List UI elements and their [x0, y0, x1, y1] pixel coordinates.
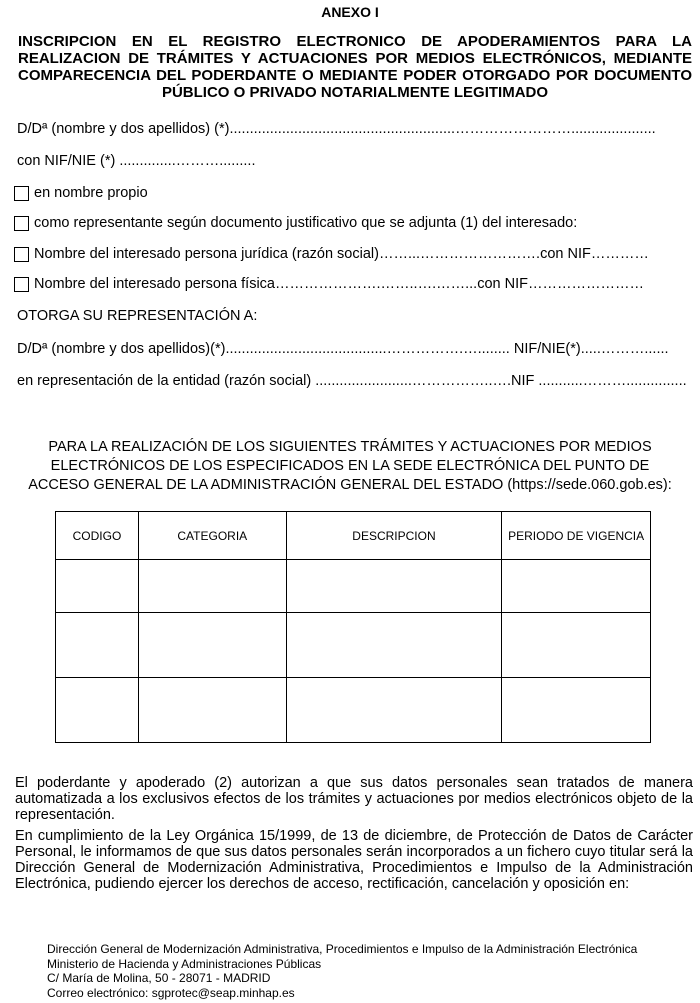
representative-checkbox[interactable]: [14, 216, 29, 231]
table-cell[interactable]: [56, 560, 139, 613]
table-cell[interactable]: [286, 560, 502, 613]
table-cell[interactable]: [502, 613, 651, 678]
agent-name-field[interactable]: D/Dª (nombre y dos apellidos)(*)........................................…………….…........ NIF/NIE(*).....………......: [17, 341, 669, 357]
document-title: INSCRIPCION EN EL REGISTRO ELECTRONICO DE APODERAMIENTOS PARA LA REALIZACION DE TRÁMITES Y ACTUACIONES POR MEDIOS ELECTRÓNICOS, MEDIANTE COMPARECENCIA DEL PODERDANTE O MEDIANTE PODER OTORGADO POR DOCUMENTO PÚBLICO O PRIVADO NOTARIALMENTE LEGITIMADO: [18, 33, 692, 101]
entity-field[interactable]: en representación de la entidad (razón social) ........................……………..….NIF ...........………...............: [17, 373, 687, 389]
table-cell[interactable]: [502, 560, 651, 613]
procedures-paragraph: PARA LA REALIZACIÓN DE LOS SIGUIENTES TRÁMITES Y ACTUACIONES POR MEDIOS ELECTRÓNICOS DE LOS ESPECIFICADOS EN LA SEDE ELECTRÓNICA DEL PUNTO DE ACCESO GENERAL DE LA ADMINISTRACIÓN GENERAL DEL ESTADO (https://sede.060.gob.es):: [28, 439, 672, 493]
table-header-row: [56, 512, 651, 560]
data-protection-paragraph: En cumplimiento de la Ley Orgánica 15/1999, de 13 de diciembre, de Protección de Datos de Carácter Personal, le informamos de que sus datos personales serán incorporados a un fichero cuyo titular será la Dirección General de Modernización Administrativa, Procedimientos e Impulso de la Administración Electrónica, pudiendo ejercer los derechos de acceso, rectificación, cancelación y oposición en:: [15, 828, 693, 892]
option-own-name-label: en nombre propio: [34, 185, 148, 201]
option-legal-person-label: Nombre del interesado persona jurídica (razón social)……...…………………….con NIF…………: [34, 246, 649, 262]
table-cell[interactable]: [56, 678, 139, 743]
column-header: CODIGO: [56, 512, 139, 560]
grantor-name-field[interactable]: D/Dª (nombre y dos apellidos) (*)........................................................…………………….....................: [17, 121, 656, 137]
grants-heading: OTORGA SU REPRESENTACIÓN A:: [17, 308, 258, 324]
grantor-nif-field[interactable]: con NIF/NIE (*) ..............……….........: [17, 153, 256, 169]
option-representative: [14, 215, 577, 231]
natural-person-checkbox[interactable]: [14, 277, 29, 292]
table-cell[interactable]: [138, 560, 286, 613]
column-header: DESCRIPCION: [286, 512, 502, 560]
column-header: CATEGORIA: [138, 512, 286, 560]
procedures-table: [55, 511, 651, 743]
table-cell[interactable]: [56, 613, 139, 678]
table-row: [56, 560, 651, 613]
table-cell[interactable]: [138, 678, 286, 743]
option-natural-person-label: Nombre del interesado persona física………………….……..….……...con NIF……………………: [34, 276, 644, 292]
footer-department: Dirección General de Modernización Administrativa, Procedimientos e Impulso de la Administración Electrónica: [47, 942, 638, 956]
footer-street: C/ María de Molina, 50 - 28071 - MADRID: [47, 971, 271, 985]
table-cell[interactable]: [502, 678, 651, 743]
table-cell[interactable]: [286, 613, 502, 678]
option-representative-label: como representante según documento justificativo que se adjunta (1) del interesado:: [34, 215, 578, 231]
table-cell[interactable]: [138, 613, 286, 678]
footer-ministry: Ministerio de Hacienda y Administraciones Públicas: [47, 956, 322, 971]
column-header: PERIODO DE VIGENCIA: [502, 512, 651, 560]
footer-email: Correo electrónico: sgprotec@seap.minhap.es: [47, 985, 295, 1000]
consent-paragraph: El poderdante y apoderado (2) autorizan a que sus datos personales sean tratados de manera automatizada a los exclusivos efectos de los trámites y actuaciones por medios electrónicos objeto de la representación.: [15, 775, 693, 823]
legal-person-checkbox[interactable]: [14, 247, 29, 262]
annex-title: ANEXO I: [321, 4, 379, 20]
option-own-name: [14, 185, 148, 201]
table-row: [56, 678, 651, 743]
option-natural-person: [14, 276, 644, 292]
footer-address: [47, 942, 637, 1000]
table-row: [56, 613, 651, 678]
own-name-checkbox[interactable]: [14, 186, 29, 201]
option-legal-person: [14, 246, 649, 262]
table-cell[interactable]: [286, 678, 502, 743]
